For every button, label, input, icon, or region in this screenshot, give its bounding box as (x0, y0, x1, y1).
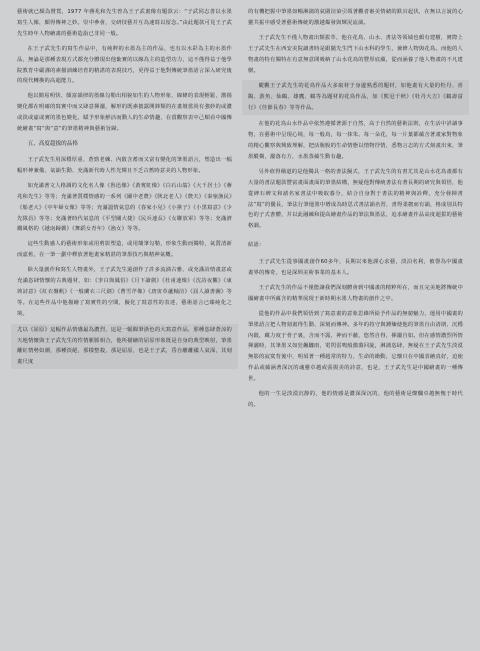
intro-paragraph: 藝術就已頗為贊賞，1977 年蔣兆和先生曾為王子武畫像有題款云：“子武同志善以水墨寫生人像，頗得傳神之妙。崇中參會，交研技藝并互為速寫以留念。”由此題款可見王子武先生時年人物繪畫的藝術造詣已非同一般。 (17, 9, 232, 37)
paragraph: 這些生動感人的藝術形象或用剪影塑造，或用簡筆勾勒，形象生動而獨特，氣質清新而嘉蕉，在一筆一劃中釋放著他畫家精湛的筆墨技巧與精神氣概。 (17, 241, 232, 259)
paragraph: 王子武先生用深穩厚重、蒼勁老練、內斂含蓄而又富有變化的筆墨語言，塑造出一幅幅形神兼備、氣韻生動、充滿新代時人性光輝且不乏古舊時意美的人物形象。 (17, 156, 232, 174)
paragraph: 另外值得稱道的是他獨具一格的書法擬式，王子武先生的有書尤其是山水花鳥畫都有大量的書法題款豐富畫面畫面的筆墨結構，無疑他對傳統書法有著長期的研究與領悟，他從碑石碑文和諸名家書法中吸取養分，結合自身對于書法的精神與詮釋，充分發揮書法“寫”的優長，筆法行筆運墨中增成為時思式書法韻名習，書得柔韌而有韻，格成別具特色的子式書體，并以此融練和提高繪畫作品的筆法與墨法，追求繪畫作品高度超拔的藝術格調。 (248, 168, 463, 230)
paragraph: 如充滿著文人格調的文化名人像《魯迅像》《黃賓虹像》《白石山翁》《大千居士》《蔣兆和先生》等等；充滿著質樸情感的一系列《關中老農》《陝北老人》《農夫》《秦嶺漁民》《船老大》《中年婦女像》等等；充滿溫情氣息的《春家小兒》《小黨子》《小黑寫意》《少先隊員》等等；充滿著時代氣息的《平型關大捷》《民兵連長》《女聯放軍》等等；充滿濟鐵風格的《越南歸僑》《舞蹈女青年》《漁女》等等。 (17, 182, 232, 233)
paragraph: 在王子武先生的寫生作品中，有純粹的水墨為主的作品，也有以水彩為主的水墨作品，無論是那種表現方式都充分體現出他紮實的以線為主的造型功力，這不僅得益于他學院教育中嚴謹的素描訓練培育的精湛的表現技巧，更得益于他對傳統筆墨語言深入研究後的現代轉換的高超能力。 (17, 45, 232, 85)
shaded-paragraph: 尤以《屈原》這幅作品情感最為濃烈，這是一幅閱筆浙色的大寫意作品，那種恣肆蒼涼的天地情懷與王子武先生的性情脈脈相合，他所描繪的屈原形象既是自身的典型映射，筆墨離紅情勢如潮，那種淡絕，那樣整殺，那是屈原，也是王子武，昏自離離國人氣深，其刻畫尺度 (11, 324, 238, 370)
left-column (17, 7, 232, 651)
paragraph: 的有機把握中筆墨如暢淋漓的氣圍渲染引領著觀者審美情緒的跌宕起伏，在無以言說的心靈共振中感受著藝術傳統的激越爆發與輝況流淌。 (248, 9, 463, 26)
section-heading: 五、高度超拔的品格 (27, 140, 78, 147)
right-column (248, 7, 463, 651)
paragraph: 王子武先生從事國畫創作60多年，長期以來他謹心求藝，淡泊名利，被譽為中國畫畫界的傳奇，也是深圳美術事業的基本人。 (248, 259, 463, 277)
paragraph: 王子武先生的作品不僅能讓我們深刻體會到中國畫的精粹所在，而且完美地將傳統中國繪畫中所蘊含的精華展現于新時期水墨人物畫的創作之中。 (248, 284, 463, 302)
paragraph: 從他的作品中我們領悟到了寫意畫的意象思維所給予作品的無窮魅力，運用中國畫的筆墨語言把人物刻畫得生動、深刻而傳神。多年的持守與錘煉使他的筆墨自由清朗、沉穩內斂，藏力度于骨子裏，含而不露，神而不蔽，悠然自得，揮灑自如。但在感情濃烈所情揮灑時，其筆墨又如狂飆驟雨，電閃雷鳴般激蕩回旋，淋漓恣肆，無疑在王子武先生淡漠無影的寂寞背後中，明須著一種超常的特力，生命的衝動，忘懷只在中國表繪真好，迫使作品或蘊涵著深沉的魂靈卓越或張揚美的詩意，也是，王子武先生是中國繪畫的一種傳世。 (248, 310, 463, 383)
paragraph: 除大量創作和寫生人物畫外，王子武先生還創作了許多流淌古雅、或充滿詩情畫意或充滿恣肆情懷的古典題材，如：《李白與鳳俗》《月下讀劍》《杜甫連像》《沈詩夜觀》《東坡詩意》《紅衣盤帆》《一般蘭衣三尺劍》《曹雪芹像》《唐寅草蘆軸渲》《屈人讀書圖》等等。在這些作品中他描繪了寫實性的空間，擬化了寫意性的表達，藝術語言已臻純化之境。 (17, 267, 232, 317)
conclusion-heading: 結語： (248, 242, 265, 249)
paragraph: 他以簡易明快、頗富韻律的墨線勾勒出相貌如生的人物形象，線條的表現輕鬆，激揚變化都在明確的寫實中而又肆意揮灑，解形的既素披露開鋒類的在畫壇當尚有強妙的或濃或淡或虛或實的墨色變化，賦予形象鮮活而動人的生命情趣，在當觀察表中己順看中國傳統繪畫“寫”與“意”的筆墨精神與藝術旨歸。 (17, 93, 232, 133)
paragraph: 在他的花鳥山水作品中依然遵循著源于自然，高于自然的藝術法則，在生活中詳讀事物，在藝術中呈現心境，每一般鳥，每一抹朱、每一朵花，每一片葉都蘊含著畫家對物象的精心觀察與興致理解，把活脫脫的生命情態以情物抒情，悉物言志的方式刻畫出來，筆墨縱橫，灑落有方，水墨蒸蘊生動有趣。 (248, 121, 463, 160)
paragraph: 他的一生是淡漠沉靜的，他的情感是濃深深沉的，他的藝術是燦爛卓越無愧于時代的。 (248, 391, 463, 408)
paragraph: 王子武先生不僅人物畫出類拔萃，他在花鳥、山水、書法等領域也頗有建樹，實際上王子武先生在西安美院讀書時是跟隨先生門下山水科的學生，兼修人物與花鳥。而他的人物畫的特有獨特在有意無意間吸納了山水花鳥的豐厚底蘊，從而涵養了他人物畫的不凡建樹。 (248, 34, 463, 74)
paragraph: 縱觀王子武先生的花鳥作品大多取材于身邊熟悉的題材，如他畫有大量的牡丹、喜鵲、游魚、仙鶴、雄鷹、鶴等為題材的花鳥作品，如《熊冠千秋》《牡丹大吉》《鶴壽富行》《佳節長春》等等作品。 (242, 80, 469, 115)
